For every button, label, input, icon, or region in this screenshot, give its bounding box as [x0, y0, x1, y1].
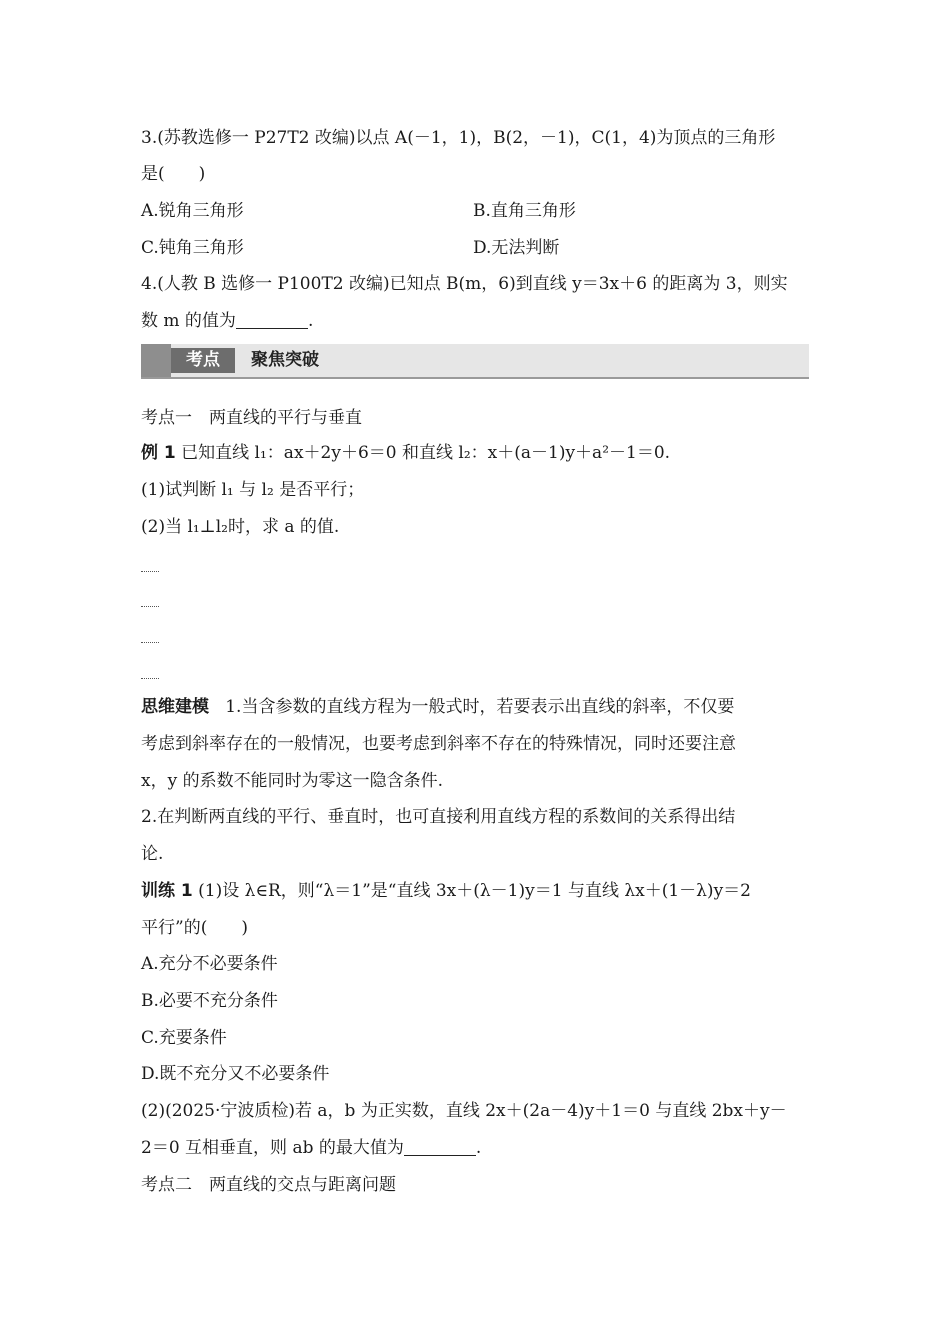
training-label: 训练 1 [141, 881, 193, 901]
banner-accent [141, 344, 171, 377]
training-line1 [141, 879, 751, 903]
q3-options-row1 [141, 199, 576, 223]
training-option-a: A.充分不必要条件 [141, 954, 278, 974]
answer-dotline [141, 677, 159, 679]
q3-option-b: B.直角三角形 [473, 201, 576, 221]
q3-line2: 是( ) [141, 164, 206, 184]
example-label: 例 1 [141, 443, 176, 463]
q3-option-c: C.钝角三角形 [141, 238, 244, 258]
example-part1: (1)试判断 l₁ 与 l₂ 是否平行； [141, 480, 365, 500]
thinking-line1 [141, 695, 734, 719]
q3-option-d: D.无法判断 [473, 238, 560, 258]
kp1-heading: 考点一 两直线的平行与垂直 [141, 408, 362, 428]
thinking-text-1: 1.当含参数的直线方程为一般式时，若要表示出直线的斜率，不仅要 [225, 697, 735, 717]
q4-line1: 4.(人教 B 选修一 P100T2 改编)已知点 B(m，6)到直线 y＝3x＋6 的距离为 3，则实 [141, 274, 788, 294]
section-banner [141, 344, 809, 379]
q3-line1: 3.(苏教选修一 P27T2 改编)以点 A(－1，1)，B(2，－1)，C(1，4)为顶点的三角形 [141, 128, 776, 148]
kp2-heading: 考点二 两直线的交点与距离问题 [141, 1175, 396, 1195]
training-line2: 平行”的( ) [141, 918, 248, 938]
thinking-line4: 2.在判断两直线的平行、垂直时，也可直接利用直线方程的系数间的关系得出结 [141, 807, 736, 827]
training-answer-blank [404, 1137, 476, 1156]
thinking-line5: 论. [141, 844, 164, 864]
answer-dotline [141, 605, 159, 607]
thinking-line3: x，y 的系数不能同时为零这一隐含条件. [141, 771, 443, 791]
example-part2: (2)当 l₁⊥l₂时，求 a 的值. [141, 517, 340, 537]
answer-dotline [141, 570, 159, 572]
thinking-label: 思维建模 [141, 697, 209, 717]
q4-line2-pre: 数 m 的值为 [141, 311, 236, 331]
training-p2-pre: 2＝0 互相垂直，则 ab 的最大值为 [141, 1138, 404, 1158]
training-option-c: C.充要条件 [141, 1028, 227, 1048]
training-option-d: D.既不充分又不必要条件 [141, 1064, 330, 1084]
training-p2-post: . [475, 1138, 482, 1158]
q4-line2 [141, 309, 313, 333]
q3-option-a: A.锐角三角形 [141, 201, 244, 221]
banner-tag: 考点 [171, 348, 235, 373]
banner-title: 聚焦突破 [251, 350, 319, 370]
training-option-b: B.必要不充分条件 [141, 991, 278, 1011]
q4-line2-post: . [307, 311, 314, 331]
q4-answer-blank [236, 310, 308, 329]
training-p2-line1: (2)(2025·宁波质检)若 a，b 为正实数，直线 2x＋(2a－4)y＋1＝0 与直线 2bx＋y－ [141, 1101, 787, 1121]
training-p2-line2 [141, 1136, 481, 1160]
q3-options-row2 [141, 236, 560, 260]
example-1 [141, 441, 670, 465]
thinking-line2: 考虑到斜率存在的一般情况，也要考虑到斜率不存在的特殊情况，同时还要注意 [141, 734, 736, 754]
training-text-1: (1)设 λ∈R，则“λ＝1”是“直线 3x＋(λ－1)y＝1 与直线 λx＋(1－λ)y＝2 [198, 881, 751, 901]
answer-dotline [141, 641, 159, 643]
example-text: 已知直线 l₁：ax＋2y＋6＝0 和直线 l₂：x＋(a－1)y＋a²－1＝0. [181, 443, 671, 463]
